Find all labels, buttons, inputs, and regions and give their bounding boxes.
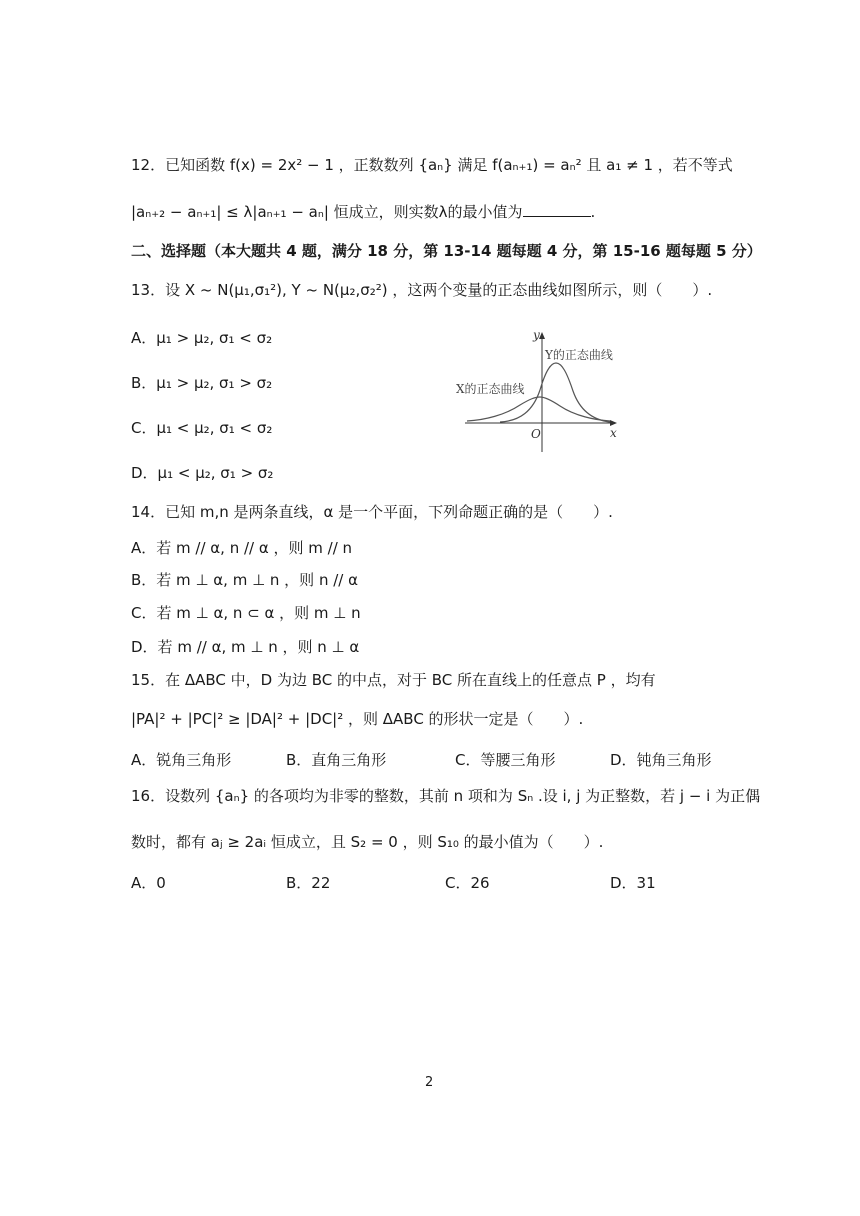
- x-curve-label: X的正态曲线: [456, 382, 525, 396]
- q16-option-d: D．31: [610, 874, 656, 892]
- q12-line2: [131, 202, 595, 222]
- q16-option-c: C．26: [445, 874, 490, 892]
- y-axis-label: y: [533, 328, 540, 342]
- q13-option-a: A．μ₁ > μ₂, σ₁ < σ₂: [131, 329, 273, 347]
- q14-option-b: B．若 m ⊥ α, m ⊥ n ，则 n // α: [131, 571, 358, 589]
- q15-option-c: C．等腰三角形: [455, 751, 556, 769]
- q13-option-d: D．μ₁ < μ₂, σ₁ > σ₂: [131, 464, 274, 482]
- origin-label: O: [531, 427, 541, 441]
- q14-option-a: A．若 m // α, n // α ，则 m // n: [131, 539, 353, 557]
- y-curve-label: Y的正态曲线: [545, 348, 613, 362]
- q12-line2-end: .: [590, 203, 596, 221]
- x-axis-label: x: [610, 426, 617, 440]
- section2-heading: 二、选择题（本大题共 4 题，满分 18 分，第 13-14 题每题 4 分，第 15-16 题每题 5 分）: [131, 242, 762, 260]
- normal-curves-figure: [445, 325, 630, 460]
- q12-line2-text: |aₙ₊₂ − aₙ₊₁| ≤ λ|aₙ₊₁ − aₙ| 恒成立，则实数λ的最小值为: [131, 203, 523, 221]
- q15-option-a: A．锐角三角形: [131, 751, 232, 769]
- q13-option-c: C．μ₁ < μ₂, σ₁ < σ₂: [131, 419, 273, 437]
- q15-option-d: D．钝角三角形: [610, 751, 712, 769]
- answer-blank: [523, 202, 591, 217]
- q15-line2: |PA|² + |PC|² ≥ |DA|² + |DC|² ，则 ΔABC 的形状一定是（ ）.: [131, 710, 584, 728]
- q13-option-b: B．μ₁ > μ₂, σ₁ > σ₂: [131, 374, 273, 392]
- q14-option-d: D．若 m // α, m ⊥ n ，则 n ⊥ α: [131, 638, 360, 656]
- q12-line1: 12．已知函数 f(x) = 2x² − 1 ，正数数列 {aₙ} 满足 f(aₙ₊₁) = aₙ² 且 a₁ ≠ 1 ，若不等式: [131, 156, 733, 174]
- q15-line1: 15．在 ΔABC 中，D 为边 BC 的中点，对于 BC 所在直线上的任意点 P ，均有: [131, 671, 656, 689]
- page-number: 2: [425, 1075, 434, 1090]
- q16-line2: 数时，都有 aⱼ ≥ 2aᵢ 恒成立，且 S₂ = 0 ，则 S₁₀ 的最小值为（ ）.: [131, 833, 604, 851]
- x-normal-curve: [467, 397, 610, 421]
- y-axis-arrow: [539, 332, 545, 339]
- q16-option-a: A．0: [131, 874, 166, 892]
- q14-option-c: C．若 m ⊥ α, n ⊂ α ，则 m ⊥ n: [131, 604, 361, 622]
- q13-stem: 13．设 X ~ N(μ₁,σ₁²), Y ~ N(μ₂,σ₂²) ，这两个变量的正态曲线如图所示，则（ ）.: [131, 281, 713, 299]
- q16-line1: 16．设数列 {aₙ} 的各项均为非零的整数，其前 n 项和为 Sₙ .设 i, j 为正整数，若 j − i 为正偶: [131, 787, 761, 805]
- q14-stem: 14．已知 m,n 是两条直线，α 是一个平面，下列命题正确的是（ ）.: [131, 503, 613, 521]
- q16-option-b: B．22: [286, 874, 331, 892]
- q15-option-b: B．直角三角形: [286, 751, 387, 769]
